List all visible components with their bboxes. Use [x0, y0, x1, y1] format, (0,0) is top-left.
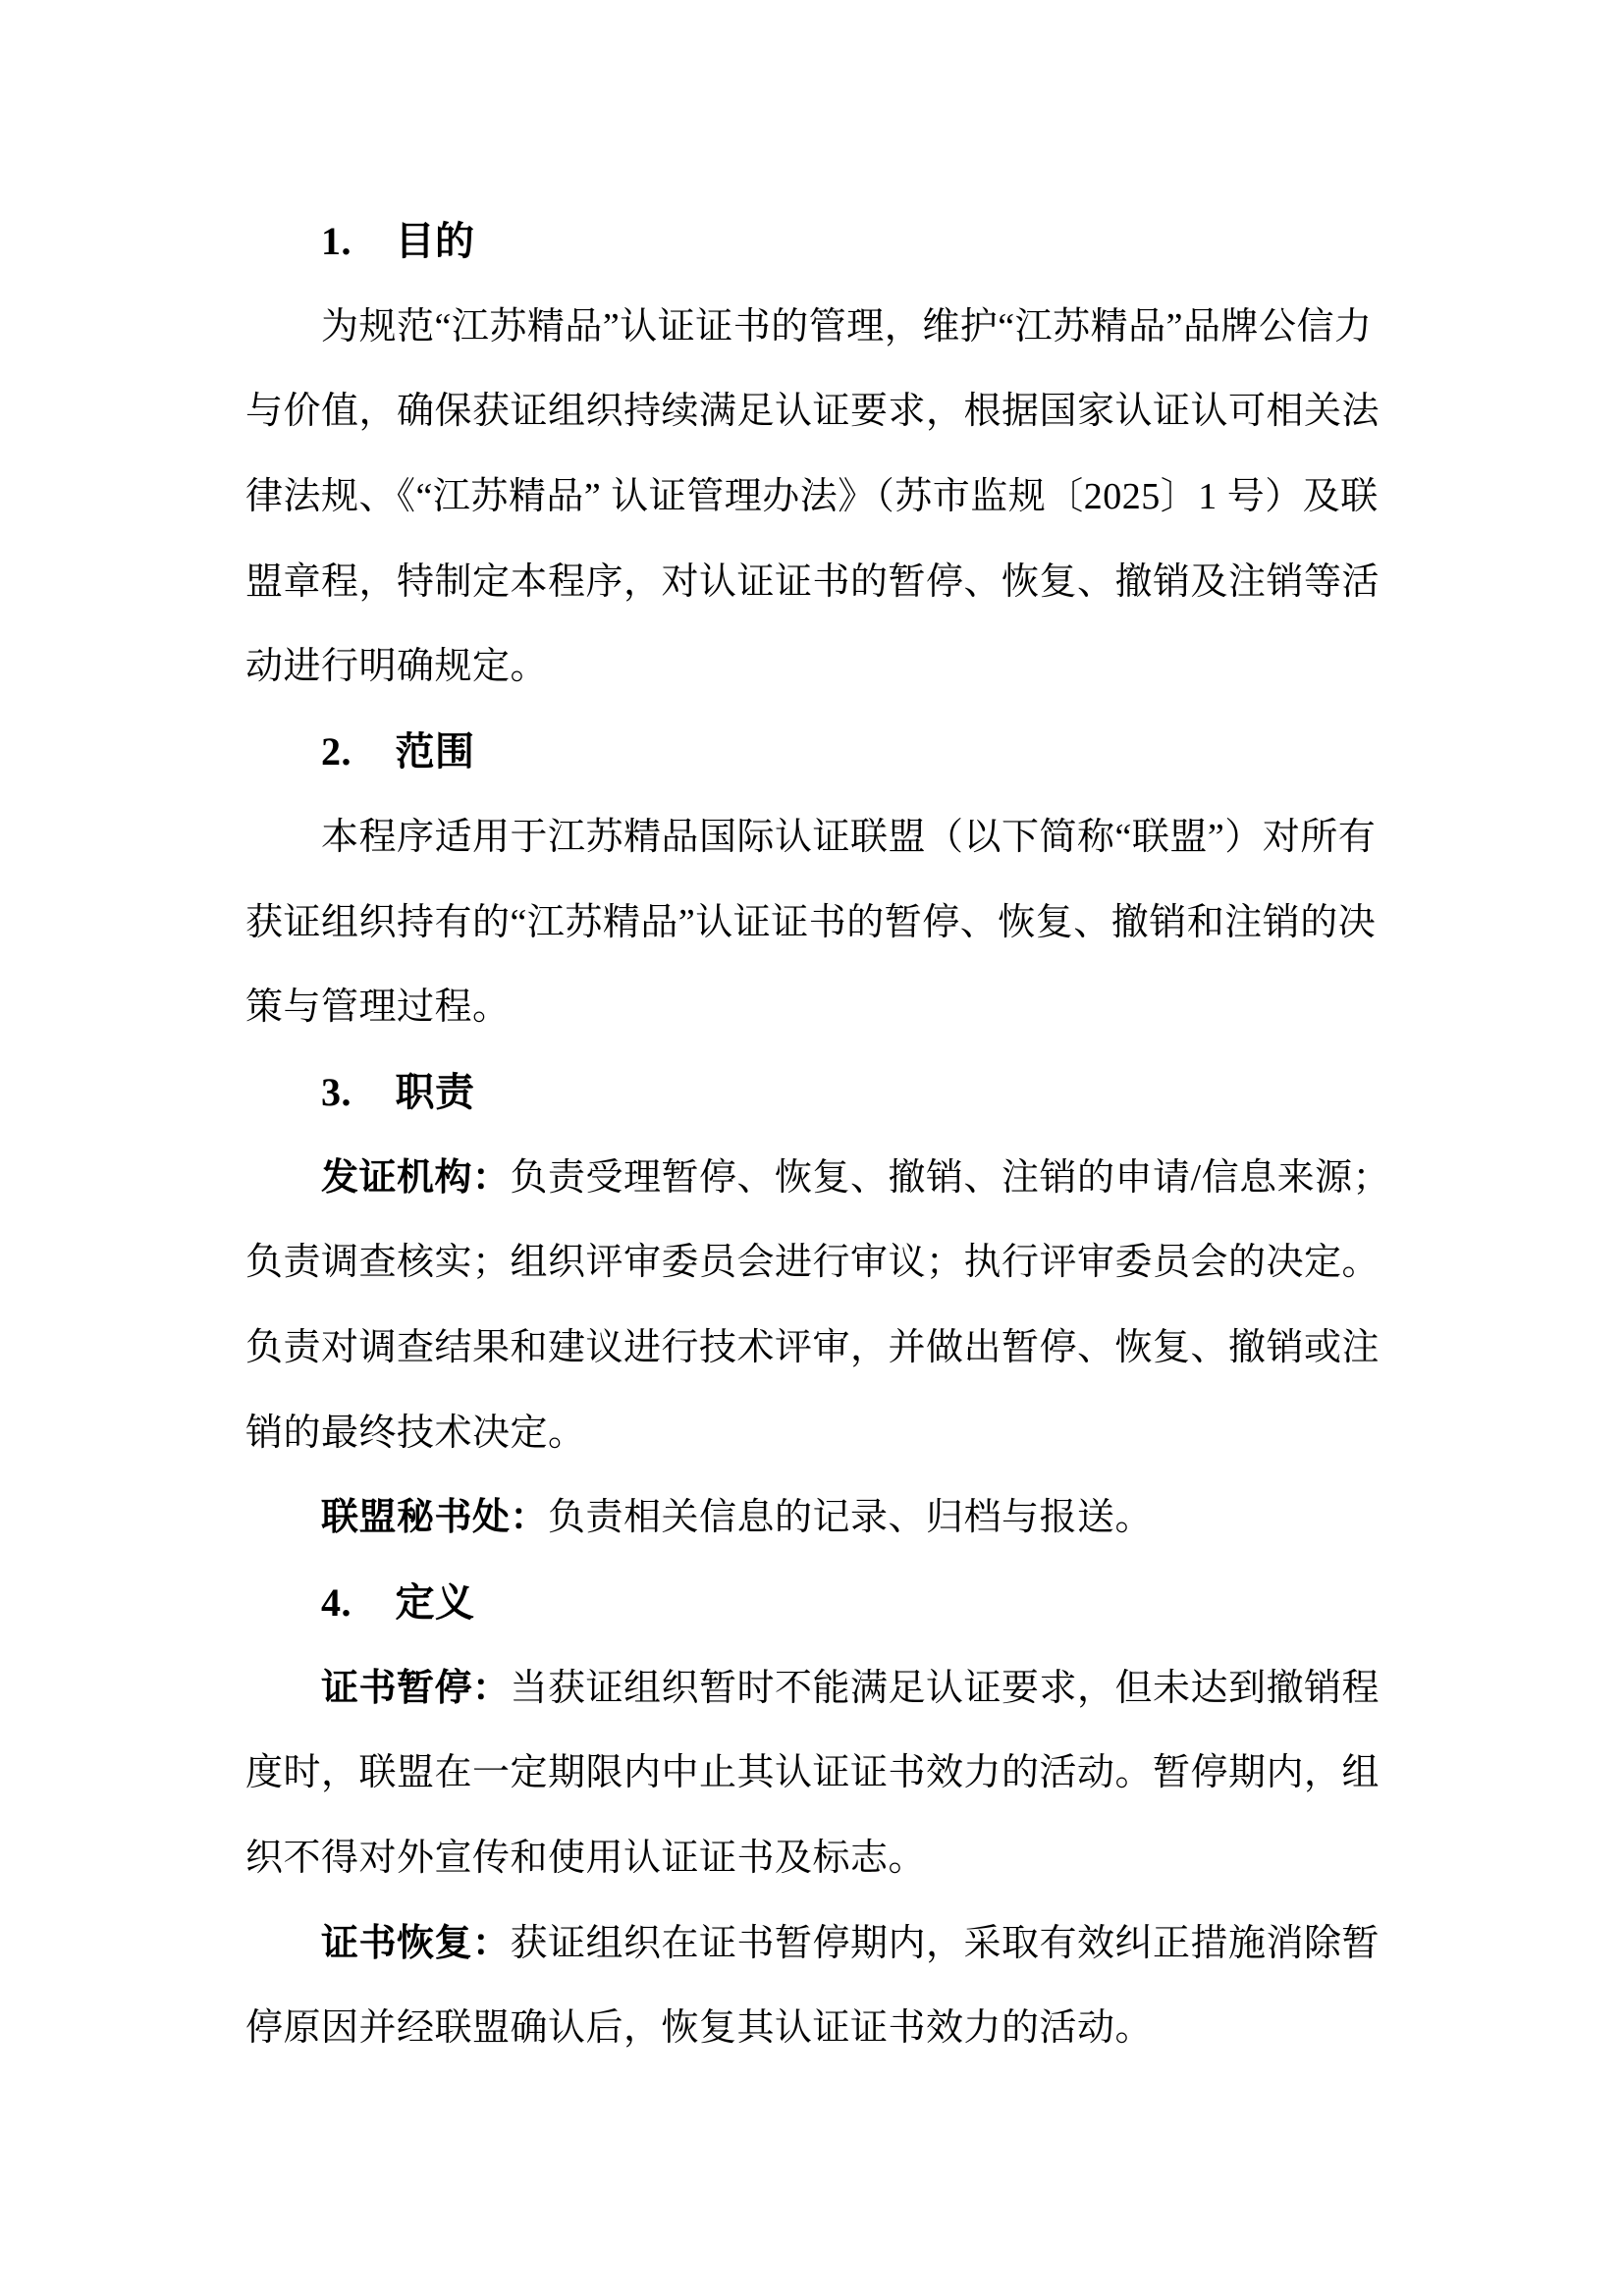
- paragraph-text: 当获证组织暂时不能满足认证要求，但未达到撤销程: [510, 1667, 1380, 1709]
- paragraph-line: 停原因并经联盟确认后，恢复其认证证书效力的活动。: [245, 2007, 1154, 2050]
- heading-number: 3.: [321, 1069, 352, 1114]
- paragraph-text: 获证组织在证书暂停期内，采取有效纠正措施消除暂: [510, 1922, 1380, 1964]
- heading-number: 1.: [321, 219, 352, 263]
- run-in-label: 证书恢复：: [321, 1922, 511, 1964]
- paragraph-line: 为规范“江苏精品”认证证书的管理，维护“江苏精品”品牌公信力: [321, 305, 1373, 347]
- section-heading-1: [245, 199, 1389, 285]
- paragraph-line: [245, 1901, 1389, 1987]
- heading-title: 目的: [395, 219, 475, 263]
- document-body: [245, 199, 1389, 2071]
- heading-number: 4.: [321, 1580, 352, 1625]
- section-heading-4: [245, 1561, 1389, 1646]
- heading-title: 范围: [395, 729, 475, 774]
- run-in-label: 证书暂停：: [321, 1667, 511, 1709]
- paragraph-line: [245, 1475, 1389, 1561]
- paragraph-line: 织不得对外宣传和使用认证证书及标志。: [245, 1838, 927, 1880]
- paragraph-line: [245, 1136, 1389, 1221]
- section-heading-3: [245, 1050, 1389, 1136]
- paragraph-line: 策与管理过程。: [245, 987, 511, 1029]
- paragraph-text: 负责相关信息的记录、归档与报送。: [548, 1497, 1154, 1539]
- paragraph-line: 盟章程，特制定本程序，对认证证书的暂停、恢复、撤销及注销等活: [245, 561, 1380, 603]
- paragraph-line: 度时，联盟在一定期限内中止其认证证书效力的活动。暂停期内，组: [245, 1752, 1380, 1794]
- run-in-label: 联盟秘书处：: [321, 1497, 549, 1539]
- paragraph-line: 动进行明确规定。: [245, 646, 549, 688]
- section-heading-2: [245, 710, 1389, 795]
- paragraph-text: 负责受理暂停、恢复、撤销、注销的申请/信息来源；: [510, 1156, 1391, 1199]
- paragraph-line: [245, 1646, 1389, 1732]
- heading-title: 职责: [395, 1069, 475, 1114]
- paragraph-line: 销的最终技术决定。: [245, 1412, 586, 1454]
- paragraph-line: 负责调查核实；组织评审委员会进行审议；执行评审委员会的决定。: [245, 1242, 1380, 1284]
- heading-title: 定义: [395, 1580, 475, 1625]
- paragraph-line: 律法规、《“江苏精品” 认证管理办法》（苏市监规〔2025〕1 号）及联: [245, 476, 1379, 518]
- paragraph-line: 获证组织持有的“江苏精品”认证证书的暂停、恢复、撤销和注销的决: [245, 901, 1377, 943]
- heading-number: 2.: [321, 729, 352, 774]
- run-in-label: 发证机构：: [321, 1156, 511, 1199]
- paragraph-line: 本程序适用于江苏精品国际认证联盟（以下简称“联盟”）对所有: [321, 816, 1377, 858]
- paragraph-line: 负责对调查结果和建议进行技术评审，并做出暂停、恢复、撤销或注: [245, 1326, 1380, 1368]
- paragraph-line: 与价值，确保获证组织持续满足认证要求，根据国家认证认可相关法: [245, 391, 1380, 433]
